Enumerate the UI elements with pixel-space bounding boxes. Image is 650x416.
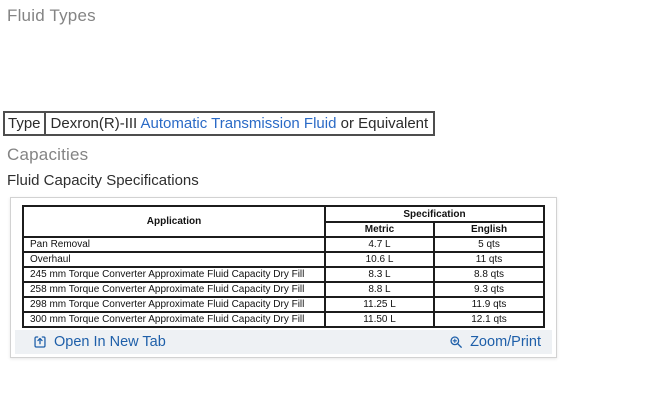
application-cell: Pan Removal — [23, 237, 325, 252]
table-row — [23, 282, 544, 297]
zoom-print-link[interactable] — [449, 334, 541, 350]
english-cell: 11 qts — [434, 252, 544, 267]
metric-cell: 11.25 L — [325, 297, 434, 312]
metric-cell: 4.7 L — [325, 237, 434, 252]
magnifier-icon — [449, 335, 463, 349]
fluid-type-value-prefix: Dexron(R)-III — [50, 115, 141, 132]
metric-cell: 8.8 L — [325, 282, 434, 297]
capacities-heading: Capacities — [7, 145, 89, 164]
table-header-row-top — [23, 206, 544, 222]
english-cell: 8.8 qts — [434, 267, 544, 282]
english-cell: 9.3 qts — [434, 282, 544, 297]
fluid-types-heading: Fluid Types — [7, 6, 96, 25]
english-column-header: English — [434, 222, 544, 237]
open-in-new-tab-link[interactable] — [33, 334, 166, 350]
specification-column-header: Specification — [325, 206, 544, 222]
viewer-footer-bar — [15, 330, 552, 354]
metric-cell: 10.6 L — [325, 252, 434, 267]
english-cell: 5 qts — [434, 237, 544, 252]
application-cell: 298 mm Torque Converter Approximate Fluid Capacity Dry Fill — [23, 297, 325, 312]
metric-cell: 8.3 L — [325, 267, 434, 282]
table-row — [23, 267, 544, 282]
application-cell: 300 mm Torque Converter Approximate Fluid Capacity Dry Fill — [23, 312, 325, 327]
application-cell: 245 mm Torque Converter Approximate Fluid Capacity Dry Fill — [23, 267, 325, 282]
fluid-capacity-table — [22, 205, 545, 328]
scanned-document-card — [10, 197, 557, 358]
english-cell: 11.9 qts — [434, 297, 544, 312]
fluid-capacity-specifications-caption: Fluid Capacity Specifications — [7, 172, 199, 189]
application-column-header: Application — [23, 206, 325, 237]
application-cell: 258 mm Torque Converter Approximate Fluid Capacity Dry Fill — [23, 282, 325, 297]
open-in-new-tab-icon — [33, 335, 47, 349]
metric-cell: 11.50 L — [325, 312, 434, 327]
automatic-transmission-fluid-link[interactable]: Automatic Transmission Fluid — [140, 115, 337, 132]
table-row — [23, 297, 544, 312]
fluid-type-value — [44, 113, 434, 134]
application-cell: Overhaul — [23, 252, 325, 267]
table-row — [23, 237, 544, 252]
table-row — [23, 252, 544, 267]
zoom-print-label: Zoom/Print — [470, 334, 541, 350]
fluid-type-value-suffix: or Equivalent — [336, 115, 429, 132]
metric-column-header: Metric — [325, 222, 434, 237]
english-cell: 12.1 qts — [434, 312, 544, 327]
open-in-new-tab-label: Open In New Tab — [54, 334, 166, 350]
fluid-type-label: Type — [8, 115, 41, 132]
table-row — [23, 312, 544, 327]
fluid-type-table — [3, 111, 435, 136]
